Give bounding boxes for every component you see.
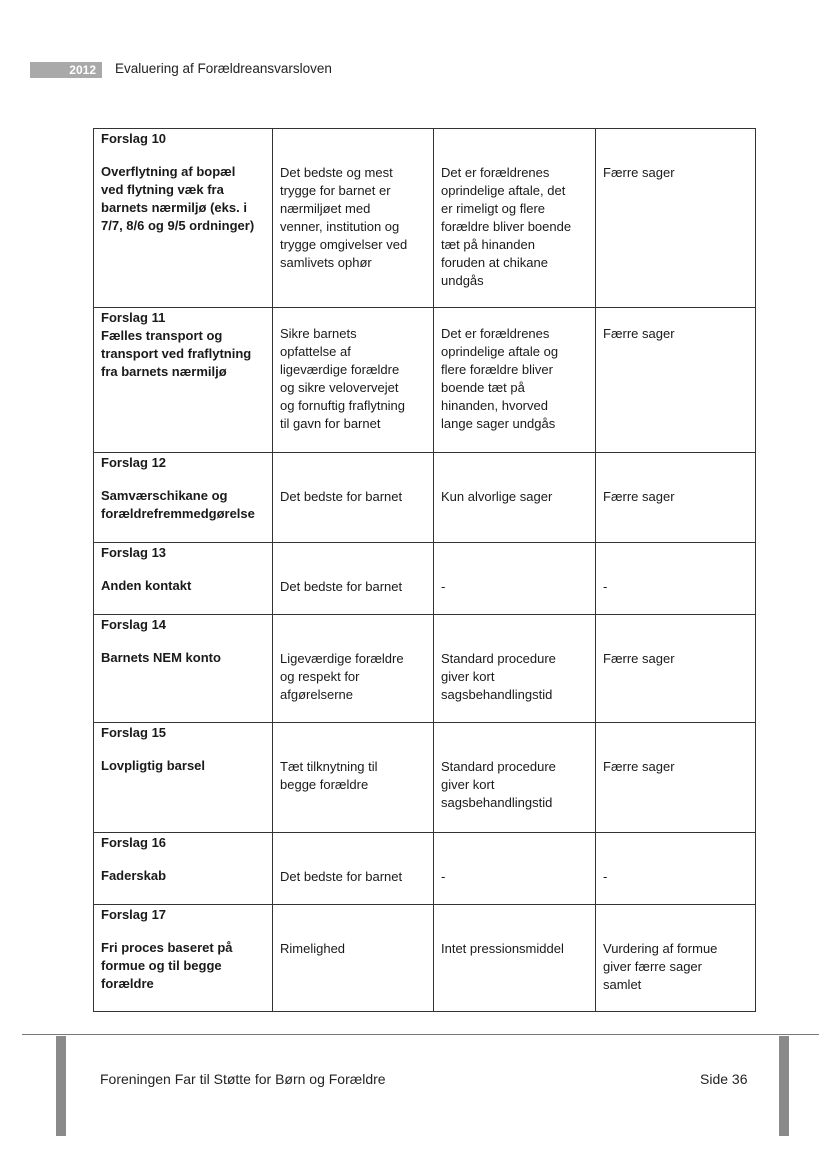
rationale-cell <box>273 723 434 833</box>
effect-cell <box>596 615 756 723</box>
rationale-text: Ligeværdige forældre og respekt for afgørelserne <box>280 651 404 702</box>
proposal-title: Faderskab <box>101 868 167 883</box>
proposal-cell <box>94 129 273 308</box>
proposal-cell <box>94 615 273 723</box>
proposal-title: Lovpligtig barsel <box>101 758 206 773</box>
effect-text: Færre sager <box>603 651 675 666</box>
footer-bar-left <box>56 1036 66 1136</box>
table-row <box>94 833 756 905</box>
proposal-number: Forslag 13 <box>101 545 167 560</box>
effect-text: Færre sager <box>603 759 675 774</box>
proposal-number: Forslag 16 <box>101 835 167 850</box>
table-row <box>94 453 756 543</box>
document-title: Evaluering af Forældreansvarsloven <box>115 61 332 76</box>
effect-cell <box>596 543 756 615</box>
argument-cell <box>434 543 596 615</box>
effect-text: - <box>603 579 608 594</box>
table-row <box>94 615 756 723</box>
argument-text: Det er forældrenes oprindelige aftale, det er rimeligt og flere forældre bliver boende tæt på hinanden foruden at chikane undgås <box>441 165 572 288</box>
table-row <box>94 543 756 615</box>
rationale-text: Det bedste for barnet <box>280 869 403 884</box>
effect-cell <box>596 833 756 905</box>
effect-cell <box>596 723 756 833</box>
proposal-cell <box>94 905 273 1012</box>
argument-cell <box>434 723 596 833</box>
table-row <box>94 905 756 1012</box>
proposal-number: Forslag 12 <box>101 455 167 470</box>
proposal-title: Fælles transport og transport ved fraflytning fra barnets nærmiljø <box>101 328 252 379</box>
proposal-title: Fri proces baseret på formue og til begge forældre <box>101 940 233 991</box>
proposal-cell <box>94 543 273 615</box>
argument-cell <box>434 905 596 1012</box>
argument-text: Standard procedure giver kort sagsbehandlingstid <box>441 759 556 810</box>
argument-text: - <box>441 579 446 594</box>
proposal-cell <box>94 833 273 905</box>
table-row <box>94 308 756 453</box>
argument-cell <box>434 308 596 453</box>
rationale-cell <box>273 453 434 543</box>
effect-cell <box>596 905 756 1012</box>
proposal-number: Forslag 14 <box>101 617 167 632</box>
rationale-cell <box>273 129 434 308</box>
proposal-cell <box>94 308 273 453</box>
proposal-cell <box>94 453 273 543</box>
argument-text: Intet pressionsmiddel <box>441 941 564 956</box>
proposals-table <box>93 128 756 1012</box>
proposal-number: Forslag 11 <box>101 310 166 325</box>
proposal-title: Samværschikane og forældrefremmedgørelse <box>101 488 255 521</box>
proposal-number: Forslag 10 <box>101 131 167 146</box>
effect-cell <box>596 308 756 453</box>
effect-cell <box>596 129 756 308</box>
rationale-cell <box>273 308 434 453</box>
proposal-cell <box>94 723 273 833</box>
effect-text: - <box>603 869 608 884</box>
proposal-number: Forslag 17 <box>101 907 167 922</box>
proposal-number: Forslag 15 <box>101 725 167 740</box>
footer-divider <box>22 1034 819 1035</box>
argument-text: Standard procedure giver kort sagsbehandlingstid <box>441 651 556 702</box>
rationale-text: Sikre barnets opfattelse af ligeværdige forældre og sikre velovervejet og fornuftig fraflytning til gavn for barnet <box>280 326 406 431</box>
rationale-text: Rimelighed <box>280 941 346 956</box>
effect-text: Færre sager <box>603 326 675 341</box>
page-number: Side 36 <box>700 1071 748 1087</box>
argument-cell <box>434 453 596 543</box>
argument-cell <box>434 129 596 308</box>
proposal-title: Barnets NEM konto <box>101 650 221 665</box>
table-row <box>94 129 756 308</box>
year-badge: 2012 <box>30 62 102 78</box>
effect-text: Vurdering af formue giver færre sager samlet <box>603 941 718 992</box>
footer-organization: Foreningen Far til Støtte for Børn og Forældre <box>100 1071 386 1087</box>
rationale-cell <box>273 543 434 615</box>
effect-text: Færre sager <box>603 165 675 180</box>
rationale-text: Det bedste for barnet <box>280 489 403 504</box>
rationale-text: Tæt tilknytning til begge forældre <box>280 759 378 792</box>
effect-text: Færre sager <box>603 489 675 504</box>
effect-cell <box>596 453 756 543</box>
rationale-cell <box>273 615 434 723</box>
argument-text: Kun alvorlige sager <box>441 489 553 504</box>
footer-bar-right <box>779 1036 789 1136</box>
rationale-cell <box>273 905 434 1012</box>
rationale-cell <box>273 833 434 905</box>
argument-cell <box>434 833 596 905</box>
table-row <box>94 723 756 833</box>
rationale-text: Det bedste for barnet <box>280 579 403 594</box>
proposal-title: Overflytning af bopæl ved flytning væk fra barnets nærmiljø (eks. i 7/7, 8/6 og 9/5 ordninger) <box>101 164 255 233</box>
proposal-title: Anden kontakt <box>101 578 192 593</box>
argument-text: - <box>441 869 446 884</box>
rationale-text: Det bedste og mest trygge for barnet er nærmiljøet med venner, institution og trygge omgivelser ved samlivets ophør <box>280 165 408 270</box>
argument-cell <box>434 615 596 723</box>
argument-text: Det er forældrenes oprindelige aftale og flere forældre bliver boende tæt på hinanden, hvorved lange sager undgås <box>441 326 559 431</box>
